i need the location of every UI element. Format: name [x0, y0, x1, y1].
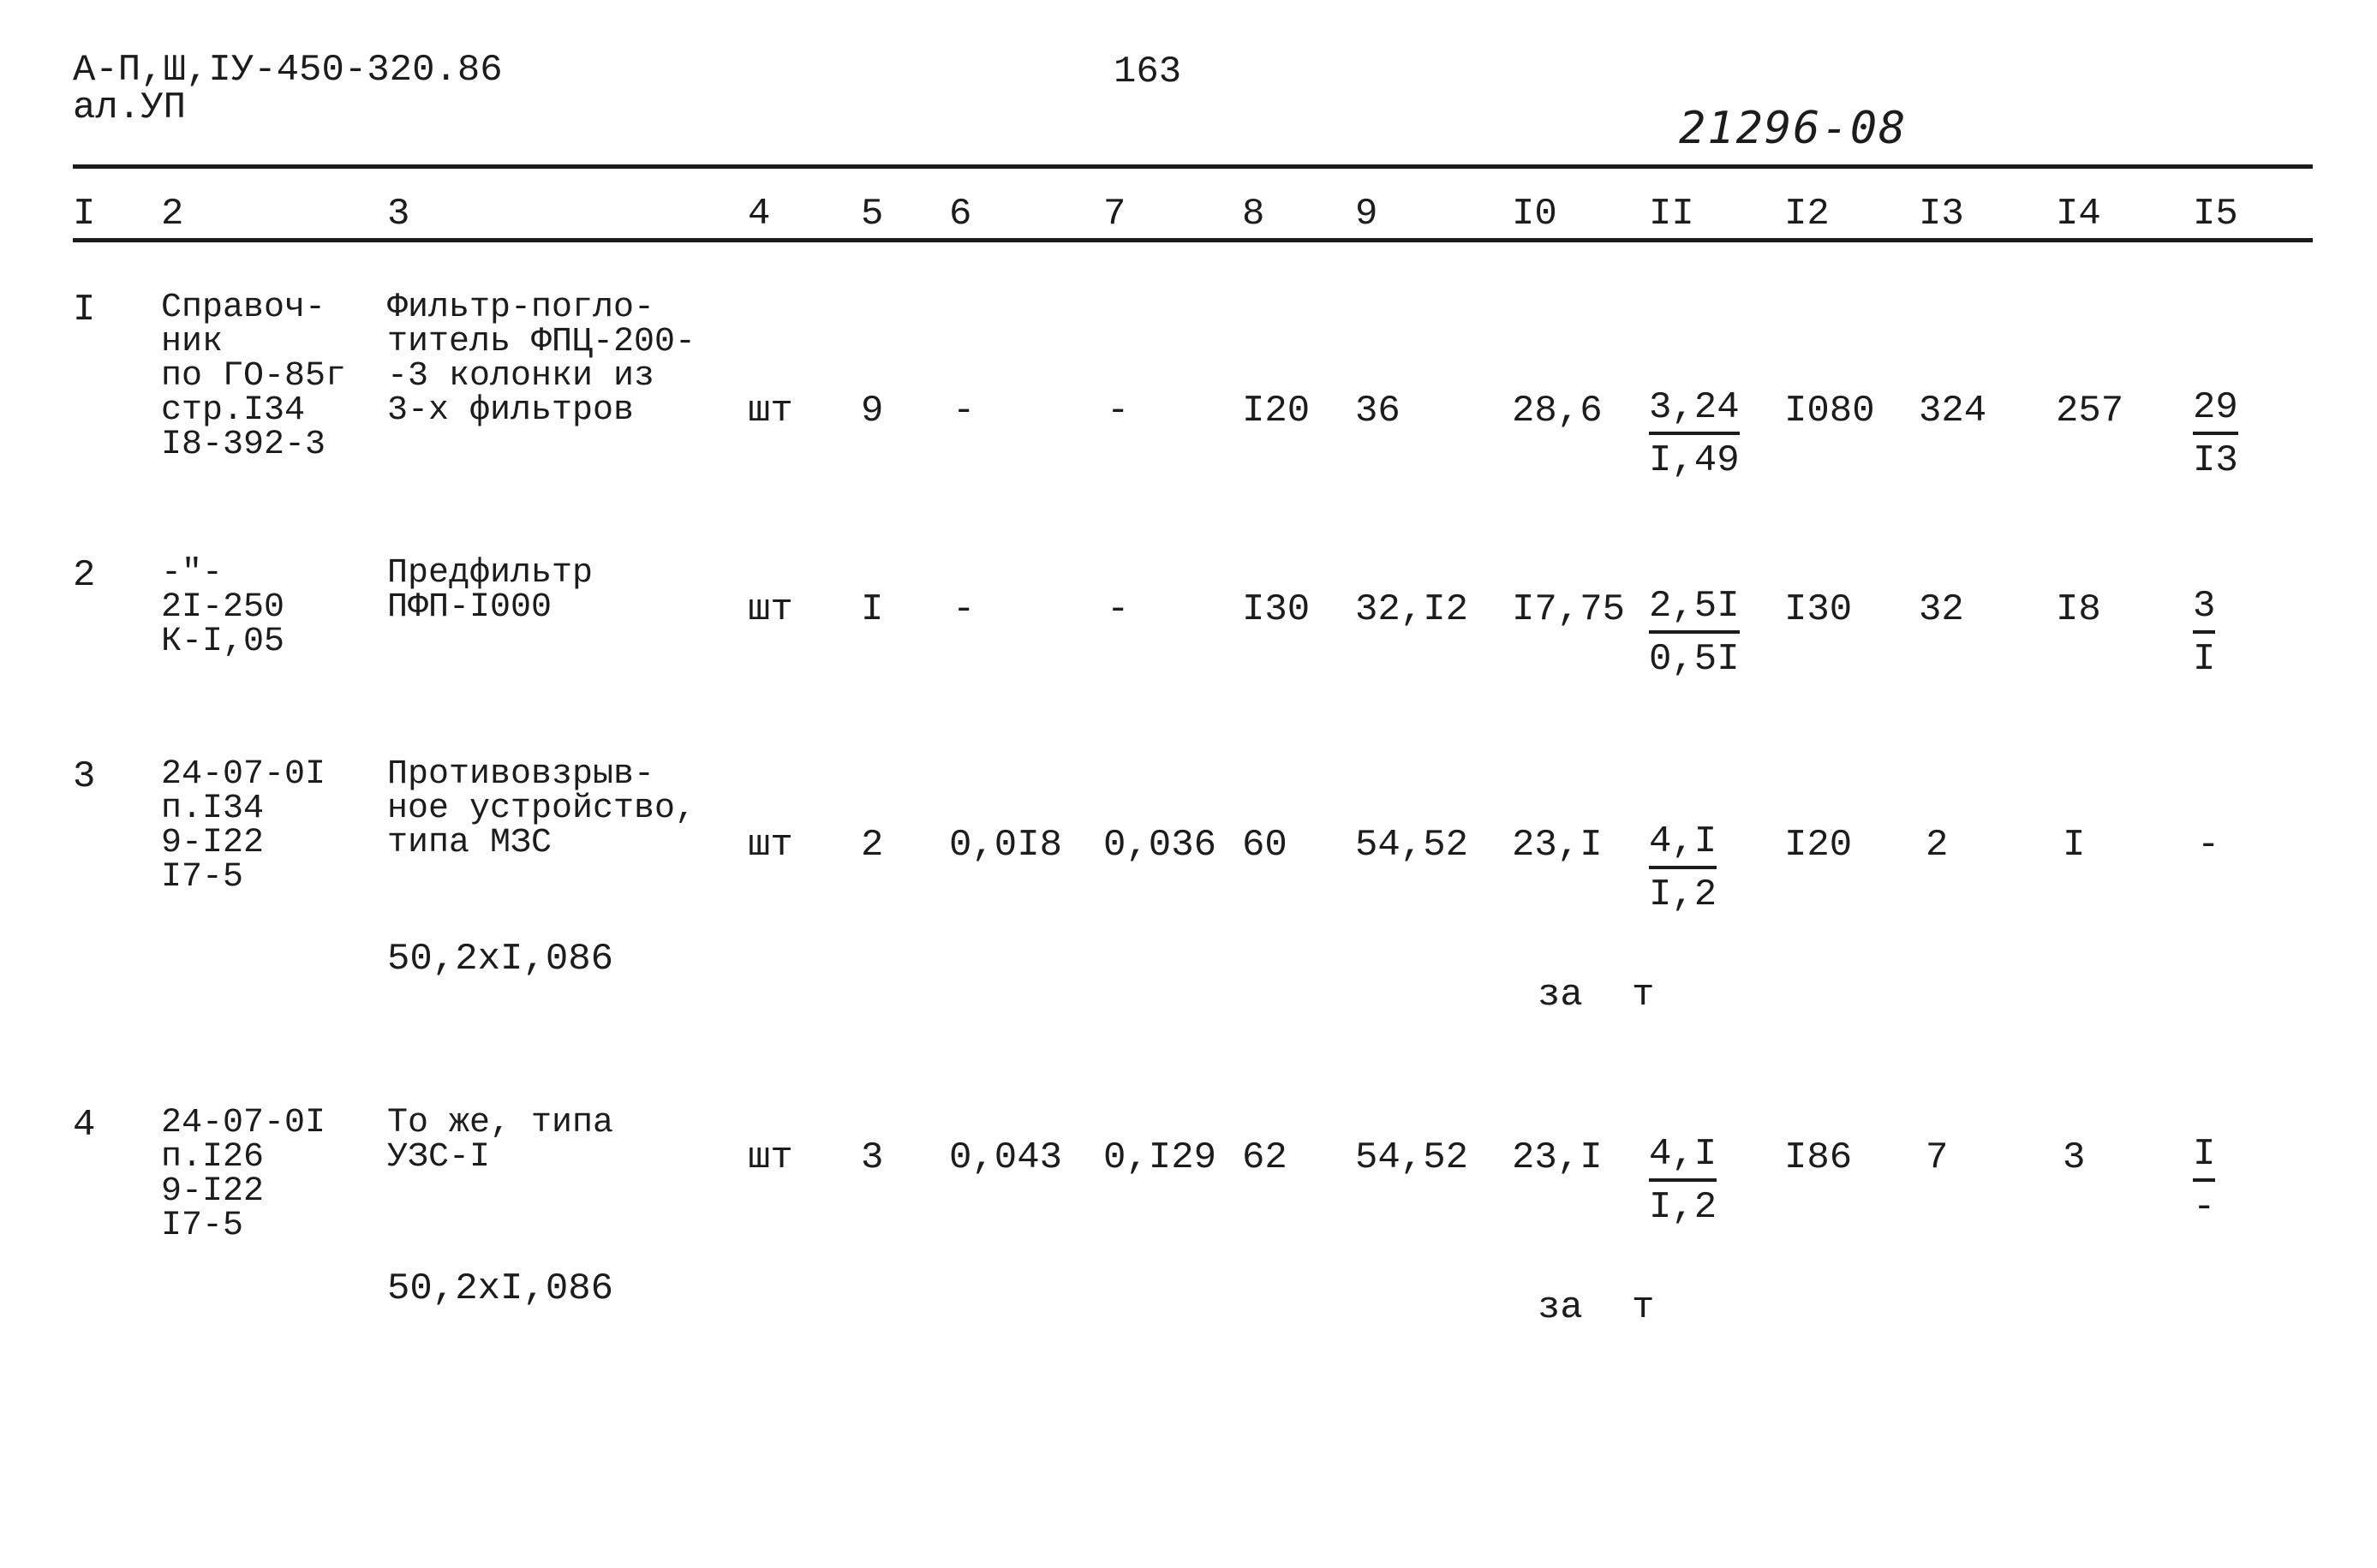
- row3-c1: 3: [73, 755, 96, 798]
- col-header-6: 6: [949, 193, 972, 235]
- stamp-number: 21296-08: [1679, 103, 1908, 154]
- col-header-7: 7: [1103, 193, 1126, 235]
- row1-c15-fraction: [2193, 387, 2238, 481]
- row3-c8: 60: [1242, 824, 1287, 867]
- row4-c3-note: 50,2хI,086: [387, 1267, 614, 1310]
- col-header-14: I4: [2056, 193, 2101, 235]
- row3-c7: 0,036: [1103, 824, 1217, 867]
- top-rule: [73, 164, 2313, 169]
- row2-c2: -"- 2I-250 К-I,05: [161, 554, 285, 661]
- row3-c13: 2: [1926, 824, 1949, 867]
- row4-c9: 54,52: [1355, 1136, 1469, 1179]
- col-header-12: I2: [1784, 193, 1830, 235]
- row3-c12: I20: [1784, 824, 1853, 867]
- col-header-9: 9: [1355, 193, 1378, 235]
- row1-c15-denominator: I3: [2193, 439, 2238, 482]
- doc-code: А-П,Ш,IУ-450-320.86: [73, 49, 503, 92]
- page-number: 163: [1114, 51, 1182, 93]
- row4-c1: 4: [73, 1104, 96, 1147]
- row3-c11-fraction: [1649, 821, 1717, 915]
- row2-c15-denominator: I: [2193, 638, 2216, 681]
- row1-c8: I20: [1242, 390, 1311, 432]
- row2-c11-denominator: 0,5I: [1649, 638, 1740, 681]
- row4-c15-fraction: [2193, 1134, 2215, 1228]
- row4-c3: То же, типа УЗС-I: [387, 1104, 614, 1177]
- col-header-11: II: [1649, 193, 1694, 235]
- col-header-10: I0: [1512, 193, 1557, 235]
- row1-c6: -: [953, 390, 976, 432]
- row3-c15: -: [2197, 824, 2220, 867]
- row4-c4: шт: [748, 1136, 793, 1179]
- row4-c10: 23,I: [1512, 1136, 1603, 1179]
- row2-c9: 32,I2: [1355, 588, 1469, 631]
- row1-c15-numerator: 29: [2193, 387, 2238, 435]
- row3-c11-numerator: 4,I: [1649, 821, 1717, 869]
- row3-c9: 54,52: [1355, 824, 1469, 867]
- row1-c11-fraction: [1649, 387, 1740, 481]
- row3-c2: 24-07-0I п.I34 9-I22 I7-5: [161, 755, 326, 897]
- row2-c5: I: [861, 588, 884, 631]
- col-header-5: 5: [861, 193, 884, 235]
- row1-c5: 9: [861, 390, 884, 432]
- row1-c1: I: [73, 289, 96, 331]
- row2-c3: Предфильтр ПФП-I000: [387, 554, 594, 627]
- row3-c10: 23,I: [1512, 824, 1603, 867]
- row3-c3: Противовзрыв- ное устройство, типа МЗС: [387, 755, 696, 862]
- row2-c8: I30: [1242, 588, 1311, 631]
- col-header-4: 4: [748, 193, 771, 235]
- row1-c11-denominator: I,49: [1649, 439, 1740, 482]
- row1-c10: 28,6: [1512, 390, 1603, 432]
- row4-c13: 7: [1926, 1136, 1949, 1179]
- row4-c15-numerator: I: [2193, 1134, 2215, 1182]
- row4-c14: 3: [2063, 1136, 2086, 1179]
- row1-c11-numerator: 3,24: [1649, 387, 1740, 435]
- col-header-2: 2: [161, 193, 184, 235]
- row3-c6: 0,0I8: [949, 824, 1063, 867]
- row2-c15-fraction: [2193, 586, 2215, 680]
- row2-c1: 2: [73, 554, 96, 597]
- row1-c4: шт: [748, 390, 793, 432]
- row2-c7: -: [1107, 588, 1130, 631]
- row2-c10: I7,75: [1512, 588, 1626, 631]
- row3-c14: I: [2063, 824, 2086, 867]
- col-header-8: 8: [1242, 193, 1265, 235]
- row4-c2: 24-07-0I п.I26 9-I22 I7-5: [161, 1104, 326, 1245]
- row1-c14: 257: [2056, 390, 2124, 432]
- row2-c14: I8: [2056, 588, 2101, 631]
- row2-c15-numerator: 3: [2193, 586, 2215, 634]
- row2-c6: -: [953, 588, 976, 631]
- album-label: ал.УП: [73, 86, 187, 129]
- row1-c7: -: [1107, 390, 1130, 432]
- row4-c11-fraction: [1649, 1134, 1717, 1228]
- col-header-3: 3: [387, 193, 410, 235]
- col-header-1: I: [73, 193, 96, 235]
- row3-c11-note: т: [1632, 974, 1655, 1017]
- row1-c12: I080: [1784, 390, 1875, 432]
- row1-c13: 324: [1919, 390, 1987, 432]
- row4-c8: 62: [1242, 1136, 1287, 1179]
- row3-c10-note: за: [1538, 974, 1583, 1017]
- header-rule: [73, 238, 2313, 242]
- row4-c5: 3: [861, 1136, 884, 1179]
- row3-c11-denominator: I,2: [1649, 873, 1717, 916]
- row2-c11-fraction: [1649, 586, 1740, 680]
- row3-c4: шт: [748, 824, 793, 867]
- row2-c11-numerator: 2,5I: [1649, 586, 1740, 634]
- row2-c12: I30: [1784, 588, 1853, 631]
- row3-c5: 2: [861, 824, 884, 867]
- row4-c15-denominator: -: [2193, 1186, 2216, 1229]
- row4-c7: 0,I29: [1103, 1136, 1217, 1179]
- row3-c3-note: 50,2хI,086: [387, 938, 614, 981]
- row1-c3: Фильтр-погло- титель ФПЦ-200- -3 колонки из 3-х фильтров: [387, 289, 696, 430]
- row2-c13: 32: [1919, 588, 1964, 631]
- row1-c2: Справоч- ник по ГО-85г стр.I34 I8-392-3: [161, 289, 347, 464]
- row4-c12: I86: [1784, 1136, 1853, 1179]
- row4-c10-note: за: [1538, 1286, 1583, 1329]
- row4-c11-numerator: 4,I: [1649, 1134, 1717, 1182]
- row4-c11-denominator: I,2: [1649, 1186, 1717, 1229]
- row4-c11-note: т: [1632, 1286, 1655, 1329]
- row2-c4: шт: [748, 588, 793, 631]
- row1-c9: 36: [1355, 390, 1401, 432]
- row4-c6: 0,043: [949, 1136, 1063, 1179]
- col-header-13: I3: [1919, 193, 1964, 235]
- col-header-15: I5: [2193, 193, 2238, 235]
